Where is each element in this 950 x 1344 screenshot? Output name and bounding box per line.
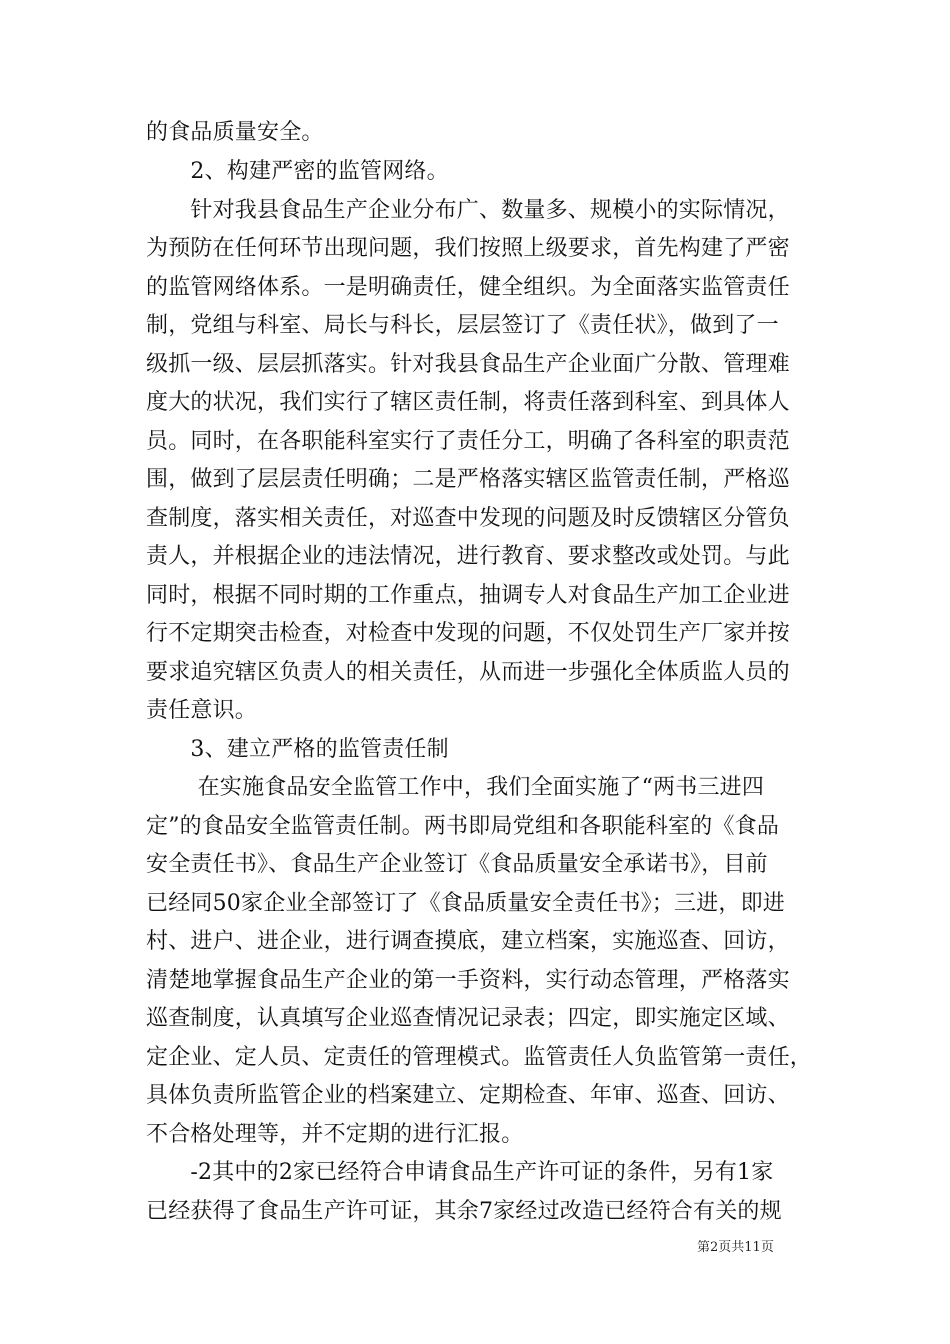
- text-line: -2其中的2家已经符合申请食品生产许可证的条件，另有1家: [146, 1160, 774, 1185]
- heading-3: 3、建立严格的监管责任制: [146, 737, 449, 762]
- text-line: 定”的食品安全监管责任制。两书即局党组和各职能科室的《食品: [146, 814, 780, 839]
- text-line: 在实施食品安全监管工作中，我们全面实施了“两书三进四: [146, 775, 765, 800]
- text-line: 巡查制度，认真填写企业巡查情况记录表；四定，即实施定区域、: [146, 1006, 790, 1031]
- text-line: 责人，并根据企业的违法情况，进行教育、要求整改或处罚。与此: [146, 544, 790, 569]
- text-line: 责任意识。: [146, 698, 258, 723]
- text-line: 度大的状况，我们实行了辖区责任制，将责任落到科室、到具体人: [146, 390, 790, 415]
- heading-2: 2、构建严密的监管网络。: [146, 159, 449, 184]
- text-line: 同时，根据不同时期的工作重点，抽调专人对食品生产加工企业进: [146, 583, 790, 608]
- text-line: 员。同时，在各职能科室实行了责任分工，明确了各科室的职责范: [146, 429, 790, 454]
- text-line: 不合格处理等，并不定期的进行汇报。: [146, 1122, 524, 1147]
- page-number-footer: 第2页共11页: [697, 1240, 774, 1255]
- text-line: 村、进户、进企业，进行调查摸底，建立档案，实施巡查、回访，: [146, 929, 790, 954]
- text-line: 定企业、定人员、定责任的管理模式。监管责任人负监管第一责任，: [146, 1045, 813, 1070]
- text-line: 已经获得了食品生产许可证，其余7家经过改造已经符合有关的规: [146, 1199, 782, 1224]
- text-line: 级抓一级、层层抓落实。针对我县食品生产企业面广分散、管理难: [146, 352, 790, 377]
- text-line: 制，党组与科室、局长与科长，层层签订了《责任状》，做到了一: [146, 313, 779, 338]
- text-line: 的食品质量安全。: [146, 120, 324, 145]
- text-line: 查制度，落实相关责任，对巡查中发现的问题及时反馈辖区分管负: [146, 506, 790, 531]
- text-line: 为预防在任何环节出现问题，我们按照上级要求，首先构建了严密: [146, 236, 790, 261]
- text-line: 清楚地掌握食品生产企业的第一手资料，实行动态管理，严格落实: [146, 968, 790, 993]
- text-line: 行不定期突击检查，对检查中发现的问题，不仅处罚生产厂家并按: [146, 621, 790, 646]
- text-line: 的监管网络体系。一是明确责任，健全组织。为全面落实监管责任: [146, 275, 790, 300]
- text-line: 围，做到了层层责任明确；二是严格落实辖区监管责任制，严格巡: [146, 467, 790, 492]
- text-line: 要求追究辖区负责人的相关责任，从而进一步强化全体质监人员的: [146, 660, 790, 685]
- text-line: 针对我县食品生产企业分布广、数量多、规模小的实际情况，: [146, 198, 790, 223]
- text-line: 已经同50家企业全部签订了《食品质量安全责任书》；三进，即进: [146, 891, 785, 916]
- text-line: 安全责任书》、食品生产企业签订《食品质量安全承诺书》，目前: [146, 852, 768, 877]
- text-line: 具体负责所监管企业的档案建立、定期检查、年审、巡查、回访、: [146, 1083, 790, 1108]
